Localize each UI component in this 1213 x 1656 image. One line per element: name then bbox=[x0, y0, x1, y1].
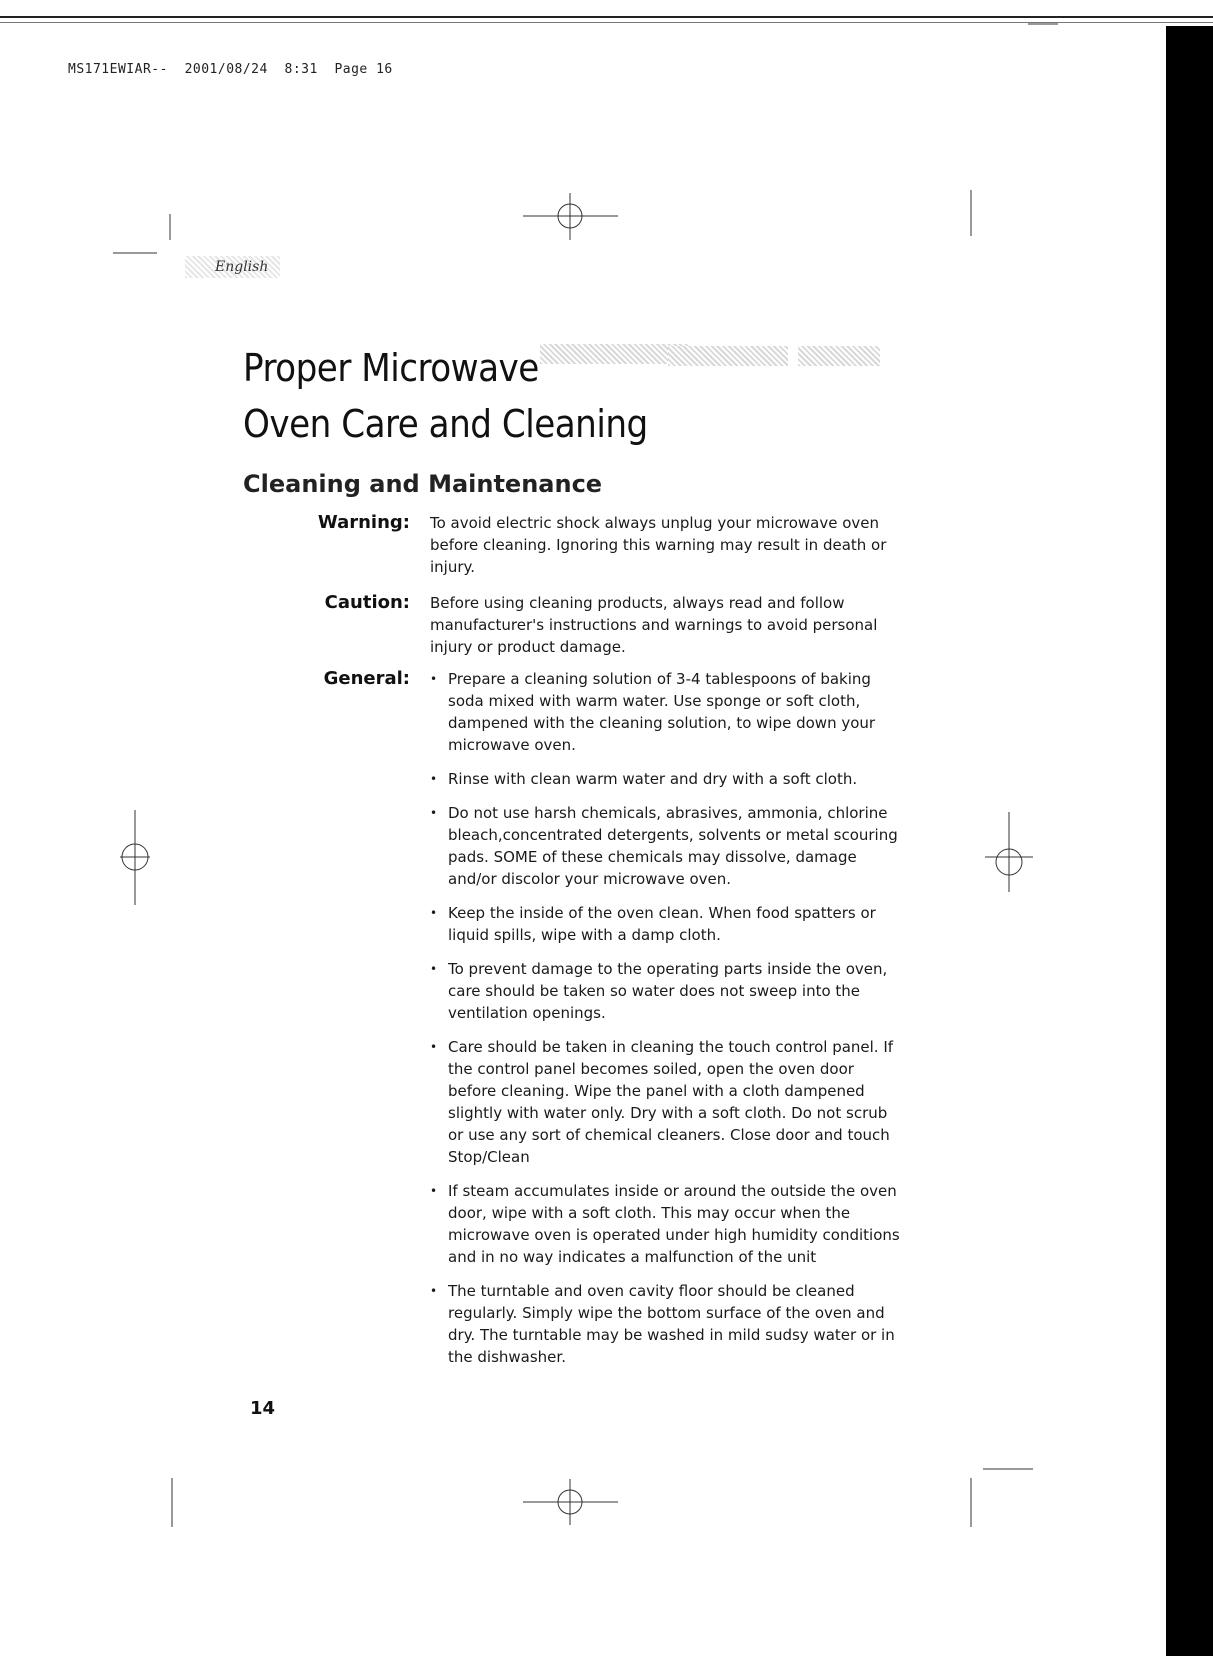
general-list bbox=[430, 668, 905, 1380]
bullet-icon: • bbox=[430, 806, 438, 820]
list-item bbox=[430, 768, 905, 790]
bullet-icon: • bbox=[430, 1040, 438, 1054]
bullet-icon: • bbox=[430, 772, 438, 786]
bullet-icon: • bbox=[430, 962, 438, 976]
list-item-text: The turntable and oven cavity floor should be cleaned regularly. Simply wipe the bottom surface of the oven and dry. The turntable may be washed in mild sudsy water or in the dishwasher. bbox=[448, 1282, 895, 1366]
bullet-icon: • bbox=[430, 1284, 438, 1298]
section-heading: Cleaning and Maintenance bbox=[243, 470, 603, 498]
list-item bbox=[430, 802, 905, 890]
list-item-text: Care should be taken in cleaning the touch control panel. If the control panel becomes soiled, open the oven door before cleaning. Wipe the panel with a cloth dampened slightly with water only. Dry with a soft cloth. Do not scrub or use any sort of chemical cleaners. Close door and touch Stop/Clean bbox=[448, 1038, 894, 1166]
page-number: 14 bbox=[250, 1398, 276, 1419]
caution-label: Caution: bbox=[324, 592, 410, 613]
list-item-text: Do not use harsh chemicals, abrasives, ammonia, chlorine bleach,concentrated detergents, solvents or metal scouring pads. SOME of these chemicals may dissolve, damage and/or discolor your microwave oven. bbox=[448, 804, 898, 888]
bullet-icon: • bbox=[430, 1184, 438, 1198]
page-title bbox=[243, 340, 883, 452]
list-item bbox=[430, 1036, 905, 1168]
list-item bbox=[430, 1280, 905, 1368]
list-item-text: Keep the inside of the oven clean. When food spatters or liquid spills, wipe with a damp cloth. bbox=[448, 904, 876, 944]
list-item-text: If steam accumulates inside or around the outside the oven door, wipe with a soft cloth. This may occur when the microwave oven is operated under high humidity conditions and in no way indicates a malfunction of the unit bbox=[448, 1182, 900, 1266]
list-item-text: To prevent damage to the operating parts inside the oven, care should be taken so water does not sweep into the ventilation openings. bbox=[448, 960, 888, 1022]
list-item bbox=[430, 902, 905, 946]
general-label: General: bbox=[323, 668, 410, 689]
list-item bbox=[430, 958, 905, 1024]
bullet-icon: • bbox=[430, 906, 438, 920]
warning-label: Warning: bbox=[317, 512, 410, 533]
list-item-text: Prepare a cleaning solution of 3-4 tablespoons of baking soda mixed with warm water. Use sponge or soft cloth, dampened with the cleaning solution, to wipe down your microwave oven. bbox=[448, 670, 876, 754]
list-item bbox=[430, 1180, 905, 1268]
bullet-icon: • bbox=[430, 672, 438, 686]
print-header: MS171EWIAR-- 2001/08/24 8:31 Page 16 bbox=[68, 62, 393, 77]
list-item bbox=[430, 668, 905, 756]
language-tab: English bbox=[185, 256, 280, 278]
page-title-line-1: Proper Microwave bbox=[243, 346, 539, 390]
warning-text: To avoid electric shock always unplug your microwave oven before cleaning. Ignoring this warning may result in death or injury. bbox=[430, 514, 887, 576]
page-title-line-2: Oven Care and Cleaning bbox=[243, 402, 648, 446]
list-item-text: Rinse with clean warm water and dry with a soft cloth. bbox=[448, 770, 858, 788]
caution-text: Before using cleaning products, always read and follow manufacturer's instructions and warnings to avoid personal injury or product damage. bbox=[430, 594, 878, 656]
